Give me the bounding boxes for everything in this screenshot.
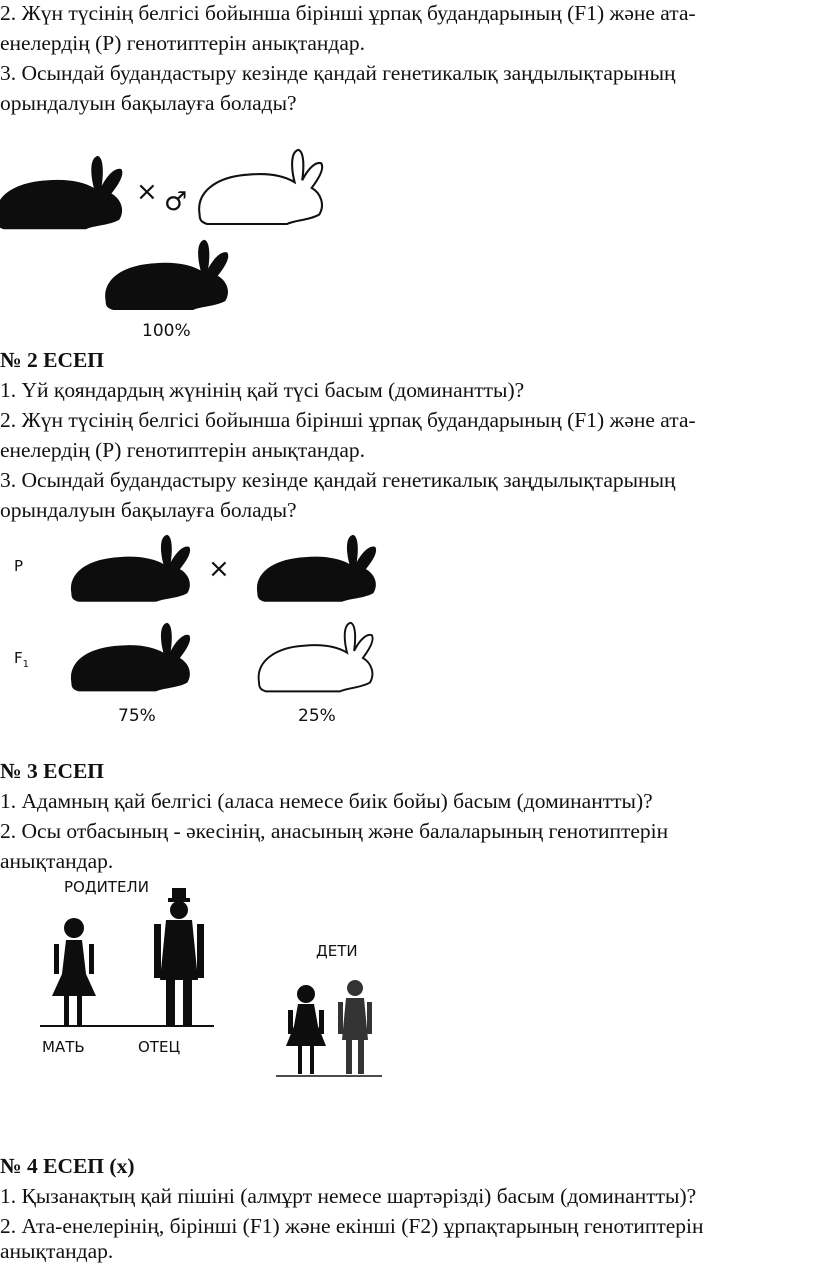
task-2-question-2-line-1: 2. Жүн түсінің белгісі бойынша бірінші ұрпақ будандарының (F1) және ата- — [0, 408, 696, 432]
task-2-question-3-line-2: орындалуын бақылауға болады? — [0, 498, 297, 522]
family-height-figure — [30, 870, 430, 1080]
parents-label: РОДИТЕЛИ — [64, 878, 149, 896]
white-rabbit-parent-icon — [199, 150, 322, 224]
task-3-question-1: 1. Адамның қай белгісі (аласа немесе биік бойы) басым (доминантты)? — [0, 789, 653, 813]
male-sign-icon: ♂ — [164, 187, 188, 217]
cross-sign: × — [136, 177, 158, 207]
percent-white-offspring: 25% — [298, 706, 336, 726]
task-2-question-2-line-2: енелердің (Р) генотиптерін анықтандар. — [0, 438, 366, 462]
generation-f1-label: $F_1$ — [14, 649, 30, 670]
task-2-question-1: 1. Үй қояндардың жүнінің қай түсі басым (доминантты)? — [0, 378, 525, 402]
task-3-question-2-line-1: 2. Осы отбасының - әкесінің, анасының және балаларының генотиптерін — [0, 819, 669, 843]
mother-label: МАТЬ — [42, 1038, 85, 1056]
cross-sign: × — [208, 554, 230, 584]
task-4-question-1: 1. Қызанақтың қай пішіні (алмұрт немесе шартәрізді) басым (доминантты)? — [0, 1184, 697, 1208]
black-rabbit-parent-2-icon — [257, 535, 376, 602]
percent-black-offspring: 75% — [118, 706, 156, 726]
task-3-heading: № 3 ЕСЕП — [0, 759, 105, 783]
black-rabbit-offspring-icon — [71, 623, 190, 692]
question-2-line-2: енелердің (Р) генотиптерін анықтандар. — [0, 31, 366, 55]
mother-silhouette-icon — [52, 918, 96, 1026]
question-3-line-2: орындалуын бақылауға болады? — [0, 91, 297, 115]
task-2-heading: № 2 ЕСЕП — [0, 348, 105, 372]
father-label: ОТЕЦ — [138, 1038, 181, 1056]
child-boy-silhouette-icon — [338, 980, 372, 1074]
white-rabbit-offspring-icon — [259, 623, 373, 692]
rabbit-cross-figure-1 — [0, 140, 360, 340]
question-2-line-1: 2. Жүн түсінің белгісі бойынша бірінші ұрпақ будандарының (F1) және ата- — [0, 1, 696, 25]
black-rabbit-parent-icon — [0, 156, 122, 229]
black-rabbit-parent-1-icon — [71, 535, 190, 602]
rabbit-cross-figure-2 — [0, 525, 420, 730]
task-3-question-2-line-2: анықтандар. — [0, 849, 114, 873]
task-2-question-3-line-1: 3. Осындай будандастыру кезінде қандай генетикалық заңдылықтарының — [0, 468, 676, 492]
task-4-heading: № 4 ЕСЕП (х) — [0, 1154, 135, 1178]
task-4-question-2-line-1: 2. Ата-енелерінің, бірінші (F1) және екінші (F2) ұрпақтарының генотиптерін — [0, 1214, 704, 1238]
black-rabbit-offspring-icon — [105, 240, 228, 310]
child-girl-silhouette-icon — [286, 985, 326, 1074]
offspring-percent: 100% — [142, 321, 191, 340]
task-4-question-2-line-2: анықтандар. — [0, 1239, 114, 1263]
question-3-line-1: 3. Осындай будандастыру кезінде қандай генетикалық заңдылықтарының — [0, 61, 676, 85]
children-label: ДЕТИ — [316, 942, 358, 960]
generation-p-label: P — [14, 557, 24, 575]
father-silhouette-icon — [154, 888, 204, 1026]
